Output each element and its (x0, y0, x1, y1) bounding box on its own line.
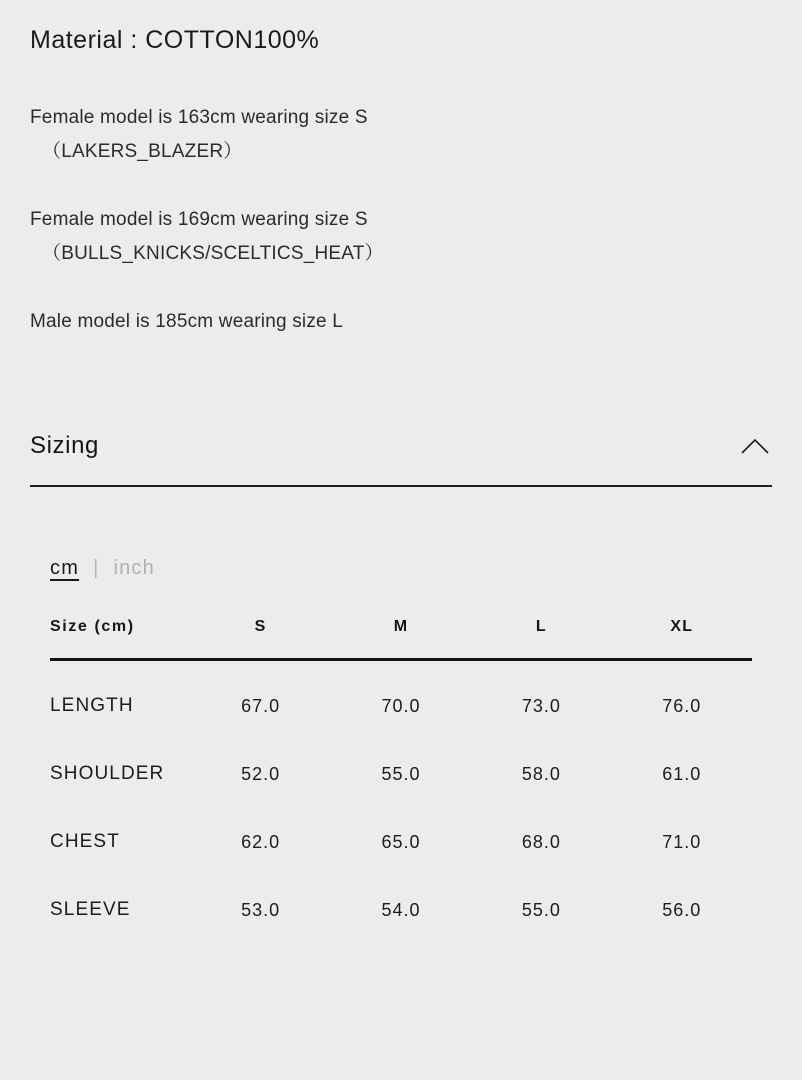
model-info-3-main: Male model is 185cm wearing size L (30, 311, 344, 332)
cell-sleeve-l: 55.0 (521, 899, 561, 920)
table-row (50, 807, 752, 875)
model-info-1-sub: （LAKERS_BLAZER） (42, 141, 243, 162)
unit-inch-option[interactable]: inch (113, 557, 155, 579)
row-label-shoulder: SHOULDER (50, 763, 165, 784)
size-table-head (50, 618, 752, 660)
size-table-header-s: S (254, 618, 267, 635)
size-table (50, 618, 752, 943)
size-table-body (50, 660, 752, 944)
cell-sleeve-xl: 56.0 (662, 899, 702, 920)
size-table-wrapper (30, 618, 772, 943)
cell-length-s: 67.0 (241, 695, 281, 716)
size-table-header-xl: XL (670, 618, 694, 635)
model-info-2-main: Female model is 169cm wearing size S (30, 209, 368, 230)
sizing-title: Sizing (30, 432, 99, 459)
size-table-header-size: Size (cm) (50, 618, 135, 635)
cell-length-xl: 76.0 (662, 695, 702, 716)
cell-shoulder-xl: 61.0 (662, 763, 702, 784)
table-row (50, 875, 752, 943)
unit-cm-option[interactable]: cm (50, 557, 80, 579)
cell-length-m: 70.0 (381, 695, 421, 716)
size-table-header-row (50, 618, 752, 660)
cell-chest-s: 62.0 (241, 831, 281, 852)
row-label-chest: CHEST (50, 831, 120, 852)
model-info-1 (30, 101, 772, 169)
size-table-header-l: L (535, 618, 547, 635)
model-info-1-main: Female model is 163cm wearing size S (30, 107, 368, 128)
model-info-2 (30, 203, 772, 271)
cell-chest-xl: 71.0 (662, 831, 702, 852)
material-line: Material : COTTON100% (30, 26, 320, 54)
unit-separator: | (93, 557, 100, 579)
model-info-3 (30, 305, 772, 339)
cell-chest-l: 68.0 (521, 831, 561, 852)
table-row (50, 660, 752, 740)
row-label-sleeve: SLEEVE (50, 899, 131, 920)
size-table-header-m: M (393, 618, 409, 635)
model-info-2-sub: （BULLS_KNICKS/SCELTICS_HEAT） (42, 243, 384, 264)
row-label-length: LENGTH (50, 695, 134, 716)
sizing-divider (30, 485, 772, 487)
cell-sleeve-m: 54.0 (381, 899, 421, 920)
product-description (30, 0, 772, 339)
table-row (50, 739, 752, 807)
cell-shoulder-l: 58.0 (521, 763, 561, 784)
cell-chest-m: 65.0 (381, 831, 421, 852)
cell-shoulder-s: 52.0 (241, 763, 281, 784)
chevron-up-icon[interactable] (738, 429, 772, 463)
cell-sleeve-s: 53.0 (241, 899, 281, 920)
cell-shoulder-m: 55.0 (381, 763, 421, 784)
cell-length-l: 73.0 (521, 695, 561, 716)
unit-toggle[interactable] (50, 557, 772, 580)
sizing-section-header[interactable] (30, 429, 772, 485)
